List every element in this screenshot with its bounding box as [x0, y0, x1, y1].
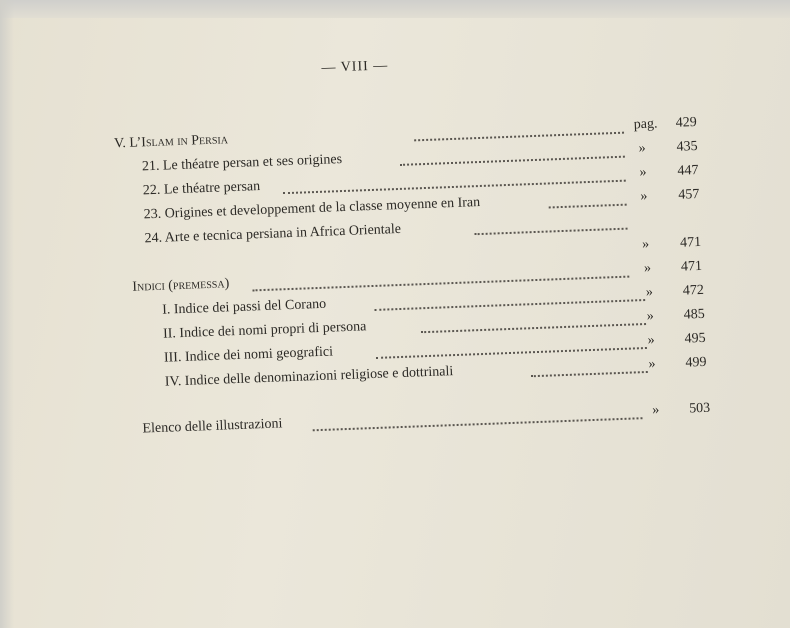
toc-page-number: 435: [676, 138, 698, 155]
toc-entry-label: 23. Origines et developpement de la classe moyenne en Iran: [143, 195, 481, 223]
toc-page-prefix: pag.: [633, 116, 658, 133]
toc-ditto-mark: »: [646, 308, 655, 324]
toc-entry-label: 22. Le théatre persan: [142, 179, 261, 199]
toc-entry-label: 21. Le théatre persan et ses origines: [141, 152, 343, 175]
toc-entry-label: 24. Arte e tecnica persiana in Africa Orientale: [144, 221, 402, 247]
toc-page-number: 499: [685, 354, 707, 371]
toc-entry-label: II. Indice dei nomi propri di persona: [162, 319, 367, 342]
dot-leader: [374, 297, 645, 311]
toc-ditto-mark: »: [638, 140, 646, 157]
page-folio: — VIII —: [321, 58, 389, 76]
toc-page-number: 503: [688, 400, 711, 417]
dot-leader: [376, 345, 647, 359]
toc-section-label: [114, 132, 228, 152]
toc-page-number: 495: [684, 330, 706, 347]
toc-page-number: 471: [680, 258, 703, 275]
toc-ditto-mark: »: [641, 236, 650, 253]
toc-entry-label: IV. Indice delle denominazioni religiose e dottrinali: [164, 364, 454, 390]
toc-page-number: 447: [677, 162, 699, 179]
toc-ditto-mark: »: [647, 332, 655, 348]
toc-section-label: Indici (premessa): [132, 276, 230, 295]
toc-page-number: 485: [683, 306, 706, 323]
dot-leader: [549, 202, 627, 209]
toc-entry-elenco: [142, 400, 742, 442]
dot-leader: [313, 415, 643, 431]
dot-leader: [531, 369, 648, 377]
toc-ditto-mark: »: [651, 402, 660, 418]
toc-ditto-mark: »: [648, 356, 656, 372]
toc-section-label-text: V. L’Islam in Persia: [113, 132, 229, 152]
toc-ditto-mark: »: [645, 284, 654, 300]
dot-leader: [421, 321, 646, 333]
toc-ditto-mark: »: [639, 164, 647, 181]
toc-page-number: 429: [675, 115, 697, 131]
toc-ditto-mark: »: [643, 260, 652, 277]
toc-page-number: 471: [679, 234, 702, 251]
dot-leader: [475, 226, 628, 236]
toc-page-number: 472: [682, 282, 705, 299]
toc-entry-label: I. Indice dei passi del Corano: [161, 296, 327, 318]
toc-ditto-mark: »: [640, 188, 648, 205]
toc-entry-label: III. Indice dei nomi geografici: [163, 344, 334, 366]
dot-leader: [414, 130, 624, 142]
toc-entry-label: Elenco delle illustrazioni: [142, 416, 283, 437]
toc-page-number: 457: [678, 186, 700, 203]
dot-leader: [400, 154, 625, 166]
